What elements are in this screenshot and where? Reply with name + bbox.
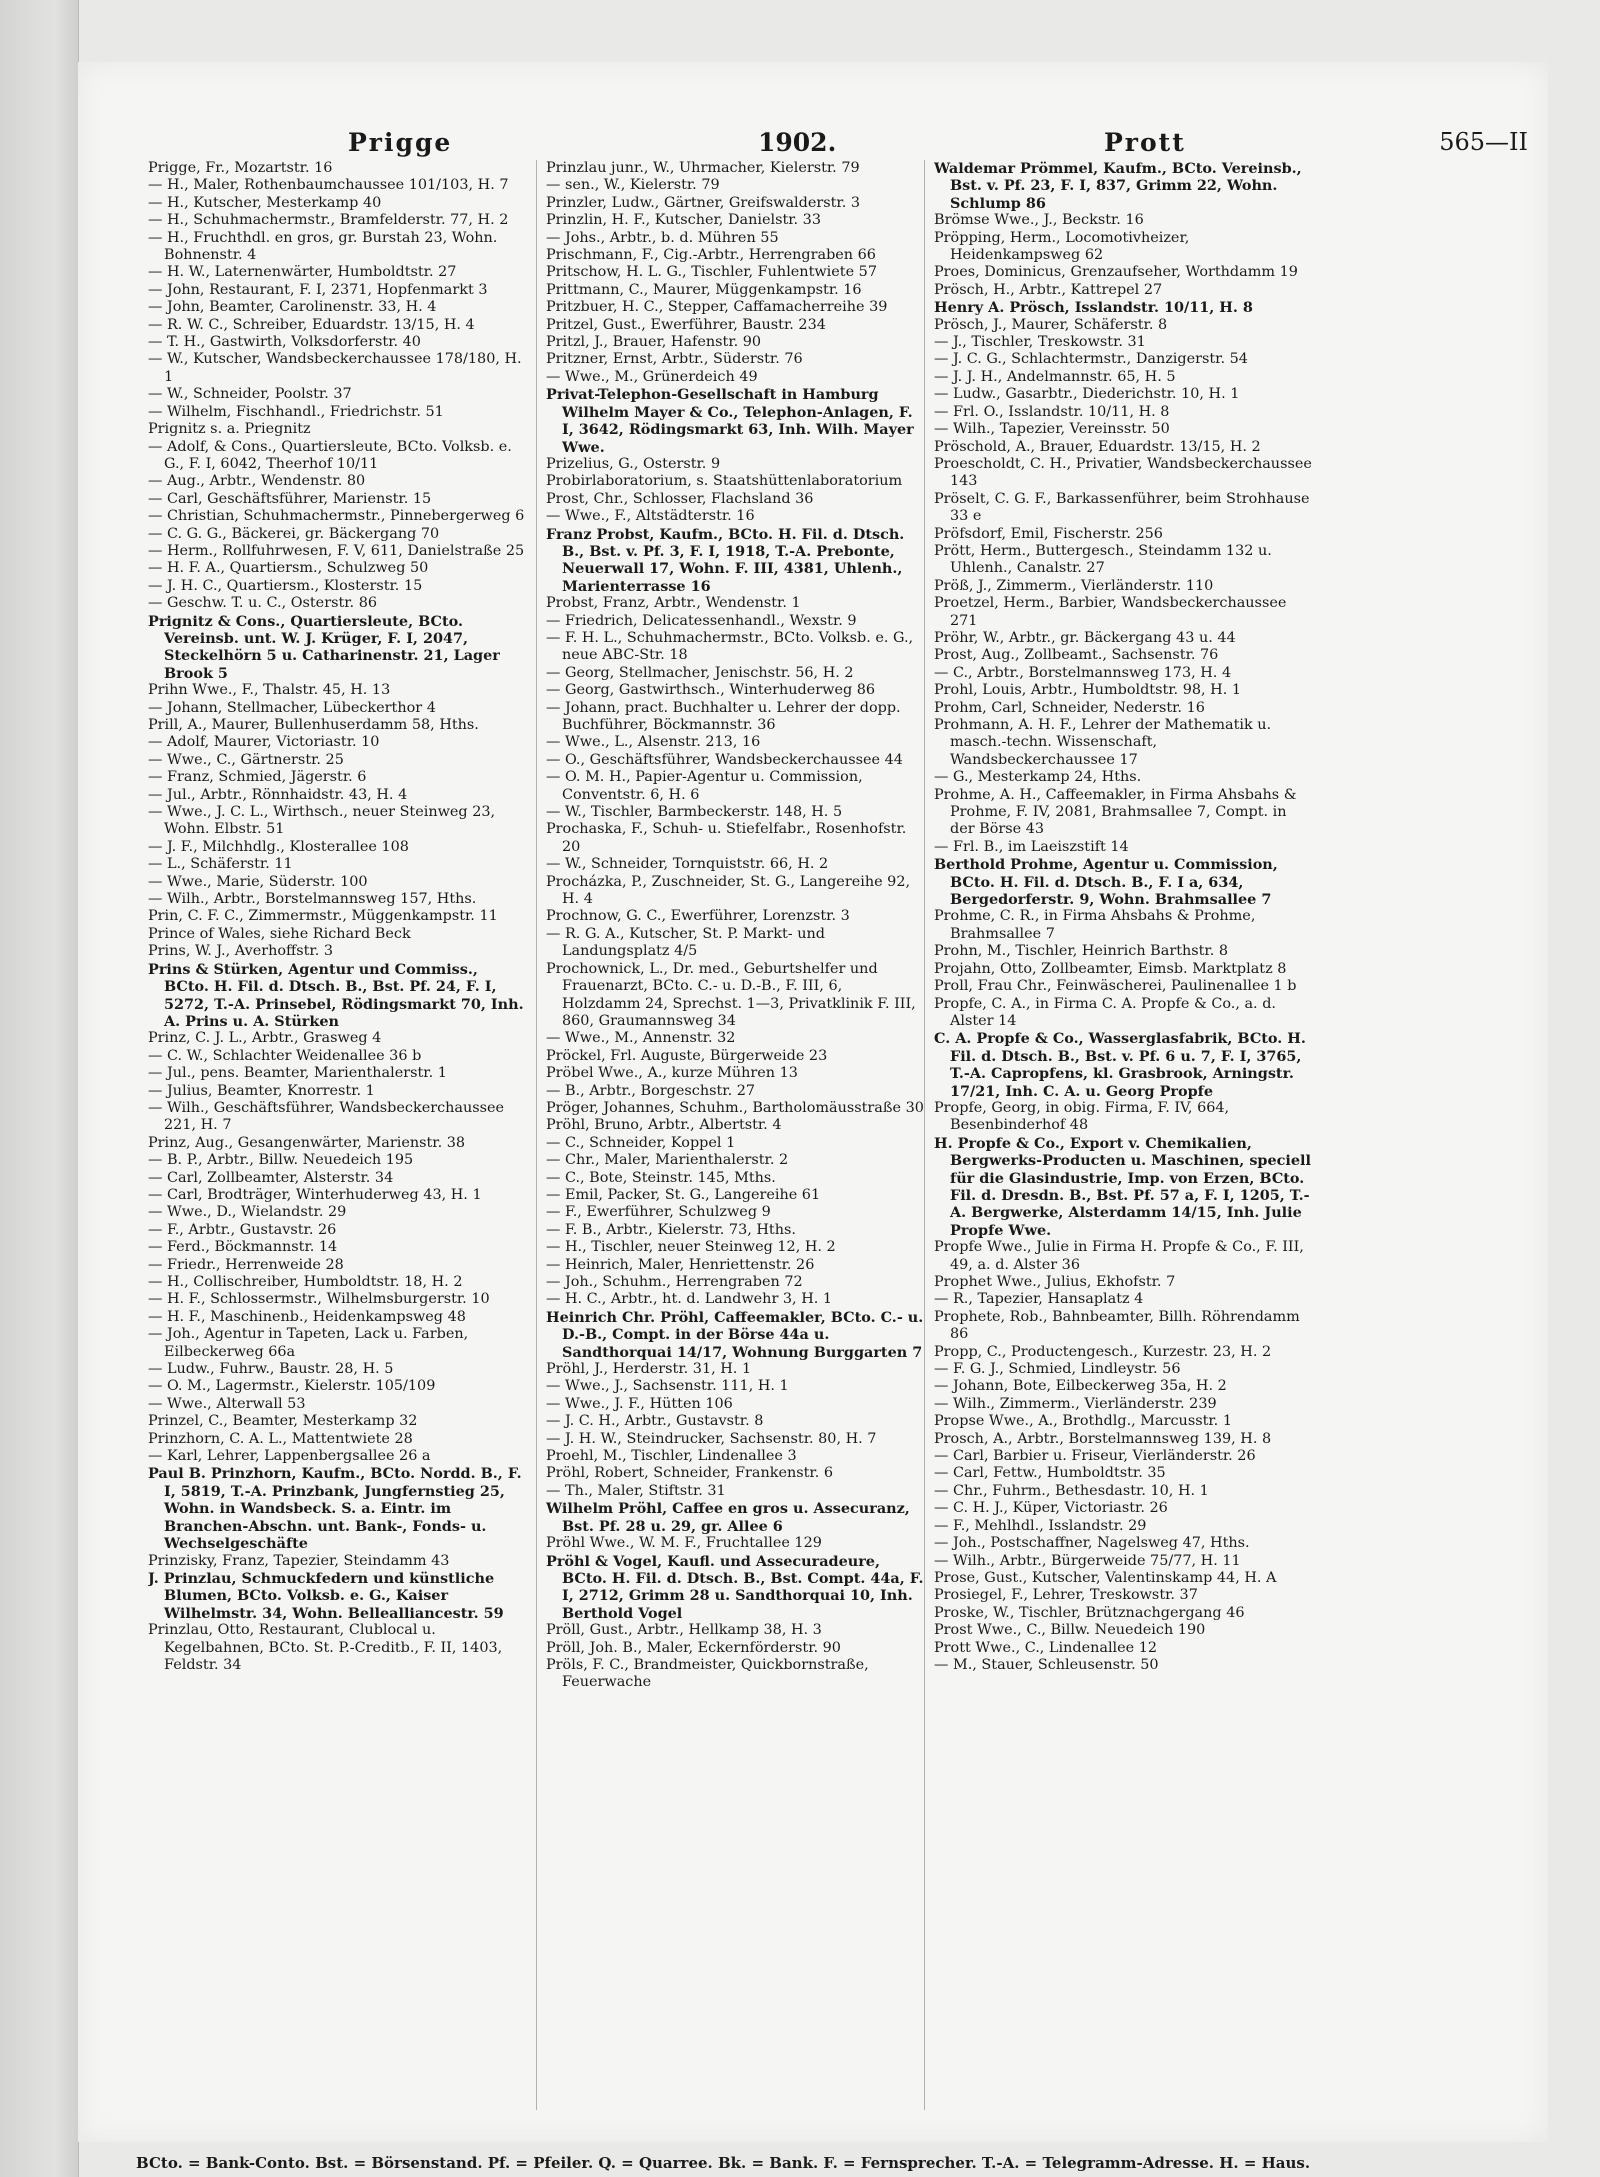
- directory-entry: Pritzner, Ernst, Arbtr., Süderstr. 76: [546, 351, 803, 368]
- directory-entry: Prohmann, A. H. F., Lehrer der Mathematik u. masch.-techn. Wissenschaft, Wandsbeckerchaussee 17: [934, 717, 1272, 768]
- directory-entry: — W., Tischler, Barmbeckerstr. 148, H. 5: [546, 804, 843, 821]
- directory-entry: Prill, A., Maurer, Bullenhuserdamm 58, Hths.: [148, 717, 479, 733]
- directory-entry: — J. F., Milchhdlg., Klosterallee 108: [148, 838, 409, 855]
- directory-entry: Propp, C., Productengesch., Kurzestr. 23, H. 2: [934, 1343, 1272, 1360]
- directory-entry: — H. F., Schlossermstr., Wilhelmsburgerstr. 10: [148, 1291, 490, 1308]
- directory-entry: Prittmann, C., Maurer, Müggenkampstr. 16: [546, 281, 862, 298]
- directory-entry: Pröpping, Herm., Locomotivheizer, Heidenkampsweg 62: [934, 229, 1190, 264]
- directory-entry: — Ludw., Fuhrw., Baustr. 28, H. 5: [148, 1361, 394, 1378]
- directory-entry: Pröll, Gust., Arbtr., Hellkamp 38, H. 3: [546, 1622, 822, 1639]
- directory-entry: Pröckel, Frl. Auguste, Bürgerweide 23: [546, 1047, 828, 1064]
- directory-entry: Pritschow, H. L. G., Tischler, Fuhlentwiete 57: [546, 264, 877, 281]
- directory-entry: — Carl, Zollbeamter, Alsterstr. 34: [148, 1169, 394, 1186]
- directory-entry: — Wilh., Arbtr., Bürgerweide 75/77, H. 11: [934, 1552, 1241, 1569]
- directory-entry: Prince of Wales, siehe Richard Beck: [148, 925, 411, 942]
- directory-entry: — F., Arbtr., Gustavstr. 26: [148, 1221, 337, 1238]
- directory-entry: Prinzisky, Franz, Tapezier, Steindamm 43: [148, 1552, 450, 1569]
- directory-entry: Henry A. Prösch, Isslandstr. 10/11, H. 8: [934, 299, 1253, 317]
- directory-entry: — Georg, Stellmacher, Jenischstr. 56, H. 2: [546, 664, 854, 681]
- column-divider: [536, 160, 537, 2110]
- directory-entry: — Franz, Schmied, Jägerstr. 6: [148, 769, 367, 786]
- directory-entry: — Wwe., F., Altstädterstr. 16: [546, 508, 755, 525]
- directory-entry: Prohl, Louis, Arbtr., Humboldtstr. 98, H. 1: [934, 682, 1242, 699]
- directory-entry: Prinzlin, H. F., Kutscher, Danielstr. 33: [546, 212, 821, 229]
- directory-entry: Prignitz s. a. Priegnitz: [148, 421, 311, 438]
- directory-entry: Projahn, Otto, Zollbeamter, Eimsb. Marktplatz 8: [934, 960, 1287, 977]
- directory-entry: Pritzel, Gust., Ewerführer, Baustr. 234: [546, 316, 826, 333]
- directory-entry: Prosch, A., Arbtr., Borstelmannsweg 139, H. 8: [934, 1430, 1272, 1447]
- directory-entry: Pröls, F. C., Brandmeister, Quickbornstraße, Feuerwache: [546, 1656, 869, 1691]
- directory-entry: — F. G. J., Schmied, Lindleystr. 56: [934, 1361, 1181, 1378]
- directory-entry: — Adolf, Maurer, Victoriastr. 10: [148, 734, 380, 751]
- directory-entry: Pröß, J., Zimmerm., Vierländerstr. 110: [934, 577, 1214, 594]
- directory-entry: — Johann, Stellmacher, Lübeckerthor 4: [148, 699, 436, 716]
- directory-entry: Propfe Wwe., Julie in Firma H. Propfe & Co., F. III, 49, a. d. Alster 36: [934, 1239, 1304, 1273]
- directory-entry: — R., Tapezier, Hansaplatz 4: [934, 1291, 1144, 1308]
- directory-entry: — F. H. L., Schuhmachermstr., BCto. Volksb. e. G., neue ABC-Str. 18: [546, 629, 914, 664]
- directory-entry: Pröschold, A., Brauer, Eduardstr. 13/15, H. 2: [934, 438, 1261, 455]
- directory-entry: Prohme, A. H., Caffeemakler, in Firma Ahsbahs & Prohme, F. IV, 2081, Brahmsallee 7, Compt. in der Börse 43: [934, 786, 1297, 838]
- directory-entry: — H. W., Laternenwärter, Humboldtstr. 27: [148, 264, 457, 281]
- directory-entry: Waldemar Prömmel, Kaufm., BCto. Vereinsb., Bst. v. Pf. 23, F. I, 837, Grimm 22, Wohn. Schlump 86: [934, 160, 1302, 212]
- directory-entry: — Joh., Postschaffner, Nagelsweg 47, Hths.: [934, 1535, 1250, 1552]
- directory-entry: — Wwe., C., Gärtnerstr. 25: [148, 751, 344, 768]
- directory-entry: — H., Schuhmachermstr., Bramfelderstr. 77, H. 2: [148, 212, 509, 229]
- directory-entry: — C., Schneider, Koppel 1: [546, 1134, 736, 1151]
- directory-entry: — Jul., pens. Beamter, Marienthalerstr. 1: [148, 1065, 447, 1082]
- directory-entry: — Friedrich, Delicatessenhandl., Wexstr. 9: [546, 612, 857, 629]
- running-header: [148, 128, 1528, 160]
- directory-entry: — Johann, pract. Buchhalter u. Lehrer der dopp. Buchführer, Böckmannstr. 36: [546, 699, 901, 733]
- directory-entry: Prost, Aug., Zollbeamt., Sachsenstr. 76: [934, 647, 1219, 664]
- directory-entry: Prinz, C. J. L., Arbtr., Grasweg 4: [148, 1030, 382, 1047]
- directory-entry: — Wwe., J. C. L., Wirthsch., neuer Steinweg 23, Wohn. Elbstr. 51: [148, 804, 496, 838]
- directory-entry: C. A. Propfe & Co., Wasserglasfabrik, BCto. H. Fil. d. Dtsch. B., Bst. v. Pf. 6 u. 7, F. I, 3765, T.-A. Capropfens, kl. Grasbrook, Arningstr. 17/21, Inh. C. A. u. Georg Propfe: [934, 1030, 1306, 1100]
- directory-entry: J. Prinzlau, Schmuckfedern und künstliche Blumen, BCto. Volksb. e. G., Kaiser Wilhelmstr. 34, Wohn. Bellealliancestr. 59: [148, 1569, 504, 1622]
- directory-entry: Prochownick, L., Dr. med., Geburtshelfer und Frauenarzt, BCto. C.- u. D.-B., F. III, 6, Holzdamm 24, Sprechst. 1—3, Privatklinik F. III, 860, Graumannsweg 34: [546, 960, 916, 1029]
- directory-entry: Pröfsdorf, Emil, Fischerstr. 256: [934, 525, 1163, 542]
- directory-entry: Prohm, Carl, Schneider, Nederstr. 16: [934, 699, 1205, 716]
- directory-entry: — Friedr., Herrenweide 28: [148, 1256, 344, 1273]
- directory-entry: — H., Collischreiber, Humboldtstr. 18, H. 2: [148, 1274, 463, 1290]
- directory-entry: — O. M., Lagermstr., Kielerstr. 105/109: [148, 1378, 436, 1395]
- directory-columns: [148, 160, 1330, 2110]
- directory-entry: Proescholdt, C. H., Privatier, Wandsbeckerchaussee 143: [934, 455, 1312, 490]
- directory-entry: H. Propfe & Co., Export v. Chemikalien, Bergwerks-Producten u. Maschinen, speciell für die Glasindustrie, Imp. von Erzen, BCto. Fil. d. Dresdn. B., Bst. Pf. 57 a, F. I, 1205, T.-A. Bergwerke, Alsterdamm 14/15, Inh. Julie Propfe Wwe.: [934, 1134, 1311, 1239]
- abbreviation-legend: BCto. = Bank-Conto. Bst. = Börsenstand. Pf. = Pfeiler. Q. = Quarree. Bk. = Bank. F. = Fernsprecher. T.-A. = Telegramm-Adresse. H. = Haus.: [136, 2154, 1311, 2172]
- directory-entry: — C. H. J., Küper, Victoriastr. 26: [934, 1500, 1168, 1517]
- directory-entry: Prose, Gust., Kutscher, Valentinskamp 44, H. A: [934, 1569, 1277, 1586]
- directory-entry: Proes, Dominicus, Grenzaufseher, Worthdamm 19: [934, 264, 1298, 281]
- directory-entry: Wilhelm Pröhl, Caffee en gros u. Assecuranz, Bst. Pf. 28 u. 29, gr. Allee 6: [546, 1500, 910, 1535]
- directory-entry: — M., Stauer, Schleusenstr. 50: [934, 1656, 1159, 1673]
- directory-entry: Prinzel, C., Beamter, Mesterkamp 32: [148, 1413, 418, 1430]
- directory-entry: — O. M. H., Papier-Agentur u. Commission, Conventstr. 6, H. 6: [546, 769, 863, 803]
- directory-entry: Prophete, Rob., Bahnbeamter, Billh. Röhrendamm 86: [934, 1308, 1300, 1343]
- directory-entry: Pröhr, W., Arbtr., gr. Bäckergang 43 u. 44: [934, 629, 1236, 646]
- directory-entry: — Wilhelm, Fischhandl., Friedrichstr. 51: [148, 403, 444, 420]
- directory-entry: — Joh., Agentur in Tapeten, Lack u. Farben, Eilbeckerweg 66a: [148, 1326, 469, 1360]
- directory-entry: Prohn, M., Tischler, Heinrich Barthstr. 8: [934, 943, 1229, 960]
- directory-entry: — W., Schneider, Poolstr. 37: [148, 386, 352, 403]
- directory-entry: Prosiegel, F., Lehrer, Treskowstr. 37: [934, 1587, 1198, 1604]
- directory-entry: — Ludw., Gasarbtr., Diederichstr. 10, H. 1: [934, 386, 1240, 403]
- directory-entry: Prösch, H., Arbtr., Kattrepel 27: [934, 281, 1163, 298]
- directory-entry: Pröselt, C. G. F., Barkassenführer, beim Strohhause 33 e: [934, 490, 1310, 525]
- directory-entry: — J. H. W., Steindrucker, Sachsenstr. 80, H. 7: [546, 1430, 877, 1447]
- directory-entry: — Johs., Arbtr., b. d. Mühren 55: [546, 229, 779, 246]
- directory-entry: — Wilh., Tapezier, Vereinsstr. 50: [934, 421, 1170, 438]
- directory-entry: — Georg, Gastwirthsch., Winterhuderweg 86: [546, 682, 876, 699]
- directory-entry: Pröhl, Bruno, Arbtr., Albertstr. 4: [546, 1117, 782, 1134]
- directory-entry: Prott Wwe., C., Lindenallee 12: [934, 1639, 1158, 1656]
- directory-entry: Proetzel, Herm., Barbier, Wandsbeckerchaussee 271: [934, 595, 1287, 629]
- directory-entry: — L., Schäferstr. 11: [148, 856, 293, 873]
- directory-entry: — Wwe., M., Annenstr. 32: [546, 1030, 736, 1047]
- directory-entry: — Wwe., Marie, Süderstr. 100: [148, 873, 368, 890]
- page-number: 565—II: [1439, 128, 1528, 156]
- directory-entry: — H., Kutscher, Mesterkamp 40: [148, 194, 382, 211]
- directory-entry: — Th., Maler, Stiftstr. 31: [546, 1482, 726, 1499]
- directory-entry: Prinzlau, Otto, Restaurant, Clublocal u. Kegelbahnen, BCto. St. P.-Creditb., F. II, 1403, Feldstr. 34: [148, 1622, 503, 1673]
- directory-entry: Prins, W. J., Averhoffstr. 3: [148, 943, 334, 960]
- header-left-word: Prigge: [348, 128, 453, 157]
- directory-entry: Proehl, M., Tischler, Lindenallee 3: [546, 1448, 797, 1465]
- column-divider: [924, 160, 925, 2110]
- directory-entry: Prost, Chr., Schlosser, Flachsland 36: [546, 490, 814, 507]
- directory-entry: — R. W. C., Schreiber, Eduardstr. 13/15, H. 4: [148, 316, 475, 333]
- directory-entry: Prösch, J., Maurer, Schäferstr. 8: [934, 316, 1168, 333]
- directory-entry: — Carl, Brodträger, Winterhuderweg 43, H. 1: [148, 1186, 482, 1203]
- directory-entry: — W., Kutscher, Wandsbeckerchaussee 178/180, H. 1: [148, 351, 522, 385]
- directory-entry: — Wilh., Arbtr., Borstelmannsweg 157, Hths.: [148, 891, 477, 908]
- directory-entry: — John, Restaurant, F. I, 2371, Hopfenmarkt 3: [148, 281, 488, 298]
- directory-entry: — Wwe., J. F., Hütten 106: [546, 1395, 733, 1412]
- directory-entry: Prinz, Aug., Gesangenwärter, Marienstr. 38: [148, 1134, 466, 1151]
- directory-entry: — Wwe., L., Alsenstr. 213, 16: [546, 734, 761, 751]
- directory-entry: — B., Arbtr., Borgeschstr. 27: [546, 1082, 756, 1099]
- directory-entry: — H. F., Maschinenb., Heidenkampsweg 48: [148, 1308, 466, 1325]
- directory-entry: Prost Wwe., C., Billw. Neuedeich 190: [934, 1622, 1206, 1639]
- directory-entry: — J. C. H., Arbtr., Gustavstr. 8: [546, 1413, 764, 1430]
- directory-entry: — John, Beamter, Carolinenstr. 33, H. 4: [148, 299, 437, 316]
- directory-entry: — Wwe., J., Sachsenstr. 111, H. 1: [546, 1378, 789, 1395]
- directory-entry: — H. C., Arbtr., ht. d. Landwehr 3, H. 1: [546, 1291, 833, 1308]
- directory-entry: Pröger, Johannes, Schuhm., Bartholomäusstraße 30: [546, 1099, 924, 1116]
- directory-entry: Probst, Franz, Arbtr., Wendenstr. 1: [546, 595, 801, 612]
- directory-entry: Franz Probst, Kaufm., BCto. H. Fil. d. Dtsch. B., Bst. v. Pf. 3, F. I, 1918, T.-A. Prebonte, Neuerwall 17, Wohn. F. III, 4381, Uhlenh., Marienterrasse 16: [546, 525, 905, 595]
- directory-entry: — Frl. O., Isslandstr. 10/11, H. 8: [934, 403, 1170, 420]
- directory-entry: — C. G. G., Bäckerei, gr. Bäckergang 70: [148, 525, 440, 542]
- directory-entry: Pröhl Wwe., W. M. F., Fruchtallee 129: [546, 1535, 822, 1552]
- directory-entry: Prigge, Fr., Mozartstr. 16: [148, 160, 333, 176]
- directory-entry: — J., Tischler, Treskowstr. 31: [934, 334, 1146, 351]
- directory-entry: — Jul., Arbtr., Rönnhaidstr. 43, H. 4: [148, 786, 408, 803]
- directory-entry: — Aug., Arbtr., Wendenstr. 80: [148, 473, 366, 490]
- directory-entry: Prochaska, F., Schuh- u. Stiefelfabr., Rosenhofstr. 20: [546, 821, 907, 855]
- directory-entry: Prinzhorn, C. A. L., Mattentwiete 28: [148, 1430, 413, 1447]
- column-3: [934, 160, 1312, 2110]
- directory-entry: — Julius, Beamter, Knorrestr. 1: [148, 1082, 375, 1099]
- directory-entry: Prignitz & Cons., Quartiersleute, BCto. Vereinsb. unt. W. J. Krüger, F. I, 2047, Steckelhörn 5 u. Catharinenstr. 21, Lager Brook 5: [148, 612, 500, 682]
- directory-entry: — Emil, Packer, St. G., Langereihe 61: [546, 1186, 821, 1203]
- directory-entry: Prött, Herm., Buttergesch., Steindamm 132 u. Uhlenh., Canalstr. 27: [934, 542, 1272, 577]
- directory-entry: Prinzlau junr., W., Uhrmacher, Kielerstr. 79: [546, 160, 860, 176]
- directory-entry: — H. F. A., Quartiersm., Schulzweg 50: [148, 560, 429, 577]
- directory-entry: — Wilh., Geschäftsführer, Wandsbeckerchaussee 221, H. 7: [148, 1099, 505, 1134]
- directory-entry: — sen., W., Kielerstr. 79: [546, 177, 720, 194]
- directory-entry: Procházka, P., Zuschneider, St. G., Langereihe 92, H. 4: [546, 873, 911, 908]
- directory-entry: — Joh., Schuhm., Herrengraben 72: [546, 1274, 803, 1290]
- directory-entry: Proske, W., Tischler, Brütznachgergang 46: [934, 1604, 1245, 1621]
- directory-entry: Prihn Wwe., F., Thalstr. 45, H. 13: [148, 682, 391, 699]
- column-1: [148, 160, 526, 2110]
- header-year: 1902.: [758, 128, 837, 157]
- directory-entry: — O., Geschäftsführer, Wandsbeckerchaussee 44: [546, 751, 903, 768]
- directory-entry: — Johann, Bote, Eilbeckerweg 35a, H. 2: [934, 1378, 1227, 1395]
- directory-entry: — C., Bote, Steinstr. 145, Mths.: [546, 1169, 776, 1186]
- book-binding: [0, 0, 79, 2177]
- directory-entry: — Wwe., Alterwall 53: [148, 1395, 306, 1412]
- directory-entry: — R. G. A., Kutscher, St. P. Markt- und Landungsplatz 4/5: [546, 925, 825, 960]
- directory-entry: — F. B., Arbtr., Kielerstr. 73, Hths.: [546, 1221, 796, 1238]
- directory-entry: — Wwe., D., Wielandstr. 29: [148, 1204, 347, 1221]
- directory-entry: — H., Maler, Rothenbaumchaussee 101/103, H. 7: [148, 177, 509, 194]
- header-right-word: Prott: [1104, 128, 1186, 157]
- directory-entry: Prinzler, Ludw., Gärtner, Greifswalderstr. 3: [546, 194, 860, 211]
- directory-entry: Propfe, C. A., in Firma C. A. Propfe & Co., a. d. Alster 14: [934, 995, 1276, 1029]
- directory-entry: — J. C. G., Schlachtermstr., Danzigerstr. 54: [934, 351, 1248, 368]
- directory-entry: Pritzbuer, H. C., Stepper, Caffamacherreihe 39: [546, 299, 888, 316]
- directory-entry: — B. P., Arbtr., Billw. Neuedeich 195: [148, 1152, 414, 1169]
- directory-entry: — Wwe., M., Grünerdeich 49: [546, 368, 758, 385]
- directory-entry: — Christian, Schuhmachermstr., Pinnebergerweg 6: [148, 508, 525, 525]
- directory-entry: — Chr., Fuhrm., Bethesdastr. 10, H. 1: [934, 1482, 1209, 1499]
- directory-entry: Paul B. Prinzhorn, Kaufm., BCto. Nordd. B., F. I, 5819, T.-A. Prinzbank, Jungfernstieg 25, Wohn. in Wandsbeck. S. a. Eintr. im Branchen-Abschn. unt. Bank-, Fonds- u. Wechselgeschäfte: [148, 1465, 522, 1553]
- directory-entry: Pröbel Wwe., A., kurze Mühren 13: [546, 1065, 798, 1082]
- directory-entry: Prohme, C. R., in Firma Ahsbahs & Prohme, Brahmsallee 7: [934, 908, 1256, 942]
- directory-entry: — C., Arbtr., Borstelmannsweg 173, H. 4: [934, 664, 1232, 681]
- column-2: [546, 160, 924, 2110]
- directory-entry: — T. H., Gastwirth, Volksdorferstr. 40: [148, 334, 421, 351]
- directory-entry: — Heinrich, Maler, Henriettenstr. 26: [546, 1256, 815, 1273]
- directory-entry: — H., Fruchthdl. en gros, gr. Burstah 23, Wohn. Bohnenstr. 4: [148, 229, 498, 264]
- directory-entry: Propfe, Georg, in obig. Firma, F. IV, 664, Besenbinderhof 48: [934, 1099, 1230, 1134]
- directory-entry: Pröhl, Robert, Schneider, Frankenstr. 6: [546, 1465, 834, 1482]
- directory-entry: Proll, Frau Chr., Feinwäscherei, Paulinenallee 1 b: [934, 978, 1297, 995]
- directory-entry: — Geschw. T. u. C., Osterstr. 86: [148, 595, 378, 612]
- directory-entry: Pröhl & Vogel, Kaufl. und Assecuradeure, BCto. H. Fil. d. Dtsch. B., Bst. Compt. 44a, F. I, 2712, Grimm 28 u. Sandthorquai 10, Inh. Berthold Vogel: [546, 1552, 924, 1622]
- directory-entry: — Adolf, & Cons., Quartiersleute, BCto. Volksb. e. G., F. I, 6042, Theerhof 10/11: [148, 438, 512, 472]
- directory-entry: Brömse Wwe., J., Beckstr. 16: [934, 212, 1144, 229]
- directory-entry: Prizelius, G., Osterstr. 9: [546, 455, 721, 472]
- directory-entry: — Frl. B., im Laeiszstift 14: [934, 838, 1129, 855]
- directory-entry: Prin, C. F. C., Zimmermstr., Müggenkampstr. 11: [148, 908, 498, 925]
- directory-entry: — F., Mehlhdl., Isslandstr. 29: [934, 1517, 1147, 1534]
- directory-entry: — Ferd., Böckmannstr. 14: [148, 1239, 338, 1256]
- directory-entry: Prischmann, F., Cig.-Arbtr., Herrengraben 66: [546, 247, 876, 264]
- directory-entry: — Herm., Rollfuhrwesen, F. V, 611, Danielstraße 25: [148, 542, 525, 559]
- directory-entry: Heinrich Chr. Pröhl, Caffeemakler, BCto. C.- u. D.-B., Compt. in der Börse 44a u. Sandthorquai 14/17, Wohnung Burggarten 7: [546, 1308, 924, 1361]
- directory-entry: — Carl, Fettw., Humboldtstr. 35: [934, 1465, 1166, 1482]
- directory-entry: — G., Mesterkamp 24, Hths.: [934, 769, 1142, 786]
- directory-entry: Pröll, Joh. B., Maler, Eckernförderstr. 90: [546, 1639, 841, 1656]
- directory-entry: Pritzl, J., Brauer, Hafenstr. 90: [546, 334, 762, 351]
- directory-entry: — Chr., Maler, Marienthalerstr. 2: [546, 1152, 789, 1169]
- directory-entry: — J. J. H., Andelmannstr. 65, H. 5: [934, 368, 1176, 385]
- directory-entry: — Wilh., Zimmerm., Vierländerstr. 239: [934, 1395, 1217, 1412]
- directory-entry: — C. W., Schlachter Weidenallee 36 b: [148, 1047, 422, 1064]
- directory-entry: — W., Schneider, Tornquiststr. 66, H. 2: [546, 856, 829, 873]
- directory-entry: Berthold Prohme, Agentur u. Commission, BCto. H. Fil. d. Dtsch. B., F. I a, 634, Bergedorferstr. 9, Wohn. Brahmsallee 7: [934, 856, 1278, 909]
- directory-entry: — H., Tischler, neuer Steinweg 12, H. 2: [546, 1239, 836, 1256]
- directory-entry: Prins & Stürken, Agentur und Commiss., BCto. H. Fil. d. Dtsch. B., Bst. Pf. 24, F. I, 5272, T.-A. Prinsebel, Rödingsmarkt 70, Inh. A. Prins u. A. Stürken: [148, 960, 524, 1030]
- directory-entry: — Carl, Geschäftsführer, Marienstr. 15: [148, 490, 432, 507]
- directory-entry: — F., Ewerführer, Schulzweg 9: [546, 1204, 771, 1221]
- directory-entry: Privat-Telephon-Gesellschaft in Hamburg Wilhelm Mayer & Co., Telephon-Anlagen, F. I, 3642, Rödingsmarkt 63, Inh. Wilh. Mayer Wwe.: [546, 386, 914, 456]
- directory-entry: Propse Wwe., A., Brothdlg., Marcusstr. 1: [934, 1413, 1232, 1430]
- directory-entry: — Karl, Lehrer, Lappenbergsallee 26 a: [148, 1448, 431, 1465]
- directory-entry: Pröhl, J., Herderstr. 31, H. 1: [546, 1361, 752, 1378]
- directory-entry: Prochnow, G. C., Ewerführer, Lorenzstr. 3: [546, 908, 850, 925]
- directory-entry: — J. H. C., Quartiersm., Klosterstr. 15: [148, 577, 423, 594]
- directory-entry: Prophet Wwe., Julius, Ekhofstr. 7: [934, 1274, 1176, 1290]
- directory-entry: — Carl, Barbier u. Friseur, Vierländerstr. 26: [934, 1448, 1256, 1465]
- directory-entry: Probirlaboratorium, s. Staatshüttenlaboratorium: [546, 473, 903, 490]
